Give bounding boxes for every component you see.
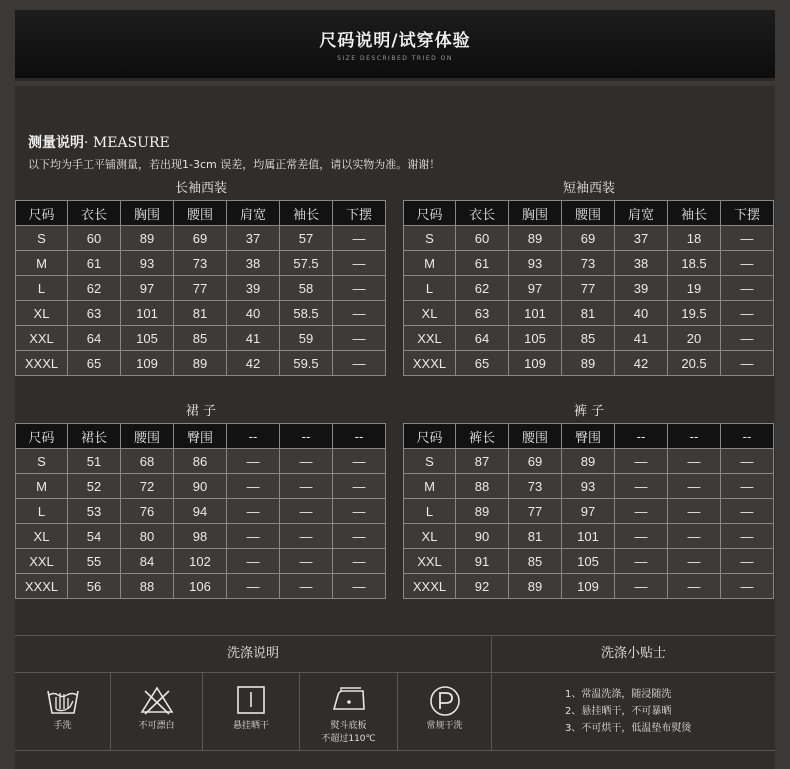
table-cell: — (333, 574, 386, 599)
table-cell: 73 (562, 251, 615, 276)
table-cell: — (721, 326, 774, 351)
table-cell: — (280, 499, 333, 524)
care-divider (491, 636, 492, 750)
table-cell: XXL (16, 326, 68, 351)
table-cell: 77 (174, 276, 227, 301)
table-cell: XXXL (16, 351, 68, 376)
care-label-line: 不超过110℃ (321, 734, 376, 744)
table-cell: XXL (404, 326, 456, 351)
hand-wash-icon (46, 685, 80, 715)
table-cell: 53 (68, 499, 121, 524)
table-cell: 39 (615, 276, 668, 301)
care-tip: 3、不可烘干，低温垫布熨烫 (565, 723, 692, 734)
table-cell: 101 (509, 301, 562, 326)
table-cell: XL (404, 301, 456, 326)
size-table-long-sleeve-suit (15, 200, 386, 376)
table-cell: — (721, 499, 774, 524)
table-cell: 19.5 (668, 301, 721, 326)
table-cell: 51 (68, 449, 121, 474)
column-header: 下摆 (333, 201, 386, 226)
column-header: 尺码 (404, 424, 456, 449)
table-cell: 92 (456, 574, 509, 599)
table-cell: L (404, 499, 456, 524)
table-cell: — (333, 351, 386, 376)
care-tips-heading: 洗涤小贴士 (492, 636, 775, 673)
table-cell: M (16, 251, 68, 276)
table-cell: — (721, 524, 774, 549)
table-row (16, 449, 386, 474)
table-cell: — (280, 524, 333, 549)
table-cell: 85 (174, 326, 227, 351)
table-cell: 90 (456, 524, 509, 549)
table-cell: 54 (68, 524, 121, 549)
table-cell: — (721, 226, 774, 251)
column-header: 肩宽 (227, 201, 280, 226)
care-tip: 1、常温洗涤，随浸随洗 (565, 689, 672, 700)
table-cell: XXXL (404, 351, 456, 376)
care-item (111, 673, 202, 749)
table-cell: — (227, 499, 280, 524)
table-row (404, 499, 774, 524)
table-cell: — (668, 524, 721, 549)
hang-dry-icon (234, 685, 268, 715)
table-cell: 93 (562, 474, 615, 499)
table-cell: 89 (174, 351, 227, 376)
table-header-row (16, 424, 386, 449)
measure-title-cn: 测量说明 (28, 135, 84, 151)
table-row (404, 326, 774, 351)
table-cell: 86 (174, 449, 227, 474)
table-row (16, 301, 386, 326)
table-row (404, 351, 774, 376)
table-cell: — (333, 449, 386, 474)
table-cell: 41 (615, 326, 668, 351)
table-cell: — (333, 474, 386, 499)
table-cell: 88 (456, 474, 509, 499)
column-header: 下摆 (721, 201, 774, 226)
table-row (16, 524, 386, 549)
column-header: 腰围 (121, 424, 174, 449)
table-cell: — (280, 449, 333, 474)
column-header: 胸围 (509, 201, 562, 226)
table-cell: 89 (509, 574, 562, 599)
column-header: 尺码 (16, 201, 68, 226)
table-cell: 64 (68, 326, 121, 351)
table-cell: — (280, 549, 333, 574)
table-cell: 18.5 (668, 251, 721, 276)
table-caption: 长袖西装 (174, 181, 227, 196)
table-cell: 81 (562, 301, 615, 326)
table-cell: 57.5 (280, 251, 333, 276)
table-cell: 109 (562, 574, 615, 599)
table-cell: — (227, 524, 280, 549)
table-cell: — (721, 351, 774, 376)
table-cell: — (227, 574, 280, 599)
iron-icon (331, 685, 367, 715)
table-cell: 68 (121, 449, 174, 474)
column-header: 衣长 (68, 201, 121, 226)
table-cell: — (333, 549, 386, 574)
column-header: 衣长 (456, 201, 509, 226)
table-cell: 56 (68, 574, 121, 599)
table-cell: 59 (280, 326, 333, 351)
table-row (16, 326, 386, 351)
table-row (404, 549, 774, 574)
care-label: 手洗 (53, 721, 72, 731)
table-cell: 69 (509, 449, 562, 474)
table-cell: 109 (509, 351, 562, 376)
table-cell: 20 (668, 326, 721, 351)
table-cell: — (668, 474, 721, 499)
table-cell: 73 (174, 251, 227, 276)
table-cell: — (615, 449, 668, 474)
table-cell: 93 (509, 251, 562, 276)
table-cell: 37 (227, 226, 280, 251)
table-row (404, 276, 774, 301)
table-cell: 101 (121, 301, 174, 326)
table-row (404, 251, 774, 276)
table-cell: 81 (509, 524, 562, 549)
table-cell: 58.5 (280, 301, 333, 326)
table-cell: 90 (174, 474, 227, 499)
table-cell: XXXL (404, 574, 456, 599)
table-cell: L (404, 276, 456, 301)
table-row (404, 301, 774, 326)
table-cell: 61 (456, 251, 509, 276)
table-cell: — (280, 574, 333, 599)
table-cell: M (16, 474, 68, 499)
table-caption: 短袖西装 (562, 181, 615, 196)
table-cell: — (668, 549, 721, 574)
column-header: 臀围 (174, 424, 227, 449)
column-header: 腰围 (174, 201, 227, 226)
table-cell: 63 (68, 301, 121, 326)
table-cell: 73 (509, 474, 562, 499)
care-item (203, 673, 299, 749)
table-cell: — (721, 549, 774, 574)
table-cell: — (333, 326, 386, 351)
measure-title-en: · MEASURE (84, 135, 170, 151)
table-cell: 109 (121, 351, 174, 376)
care-tip: 2、悬挂晒干，不可暴晒 (565, 706, 672, 717)
table-cell: 93 (121, 251, 174, 276)
size-table-short-sleeve-suit (403, 200, 774, 376)
care-tips (565, 686, 691, 737)
table-cell: 58 (280, 276, 333, 301)
table-cell: 38 (615, 251, 668, 276)
banner-title: 尺码说明/试穿体验 (319, 31, 471, 51)
table-cell: 89 (509, 226, 562, 251)
table-cell: 37 (615, 226, 668, 251)
table-cell: 62 (456, 276, 509, 301)
table-cell: 81 (174, 301, 227, 326)
table-cell: 89 (121, 226, 174, 251)
table-cell: — (333, 524, 386, 549)
table-cell: 98 (174, 524, 227, 549)
table-cell: — (333, 276, 386, 301)
column-header: -- (227, 424, 280, 449)
table-caption: 裤 子 (573, 404, 605, 419)
size-table-pants (403, 423, 774, 599)
column-header: -- (333, 424, 386, 449)
table-cell: 18 (668, 226, 721, 251)
care-item (300, 673, 397, 749)
size-table-skirt (15, 423, 386, 599)
table-row (404, 226, 774, 251)
table-cell: 97 (121, 276, 174, 301)
table-cell: — (615, 574, 668, 599)
table-cell: 59.5 (280, 351, 333, 376)
table-cell: 20.5 (668, 351, 721, 376)
table-cell: — (668, 449, 721, 474)
table-row (16, 351, 386, 376)
column-header: 臀围 (562, 424, 615, 449)
table-cell: 55 (68, 549, 121, 574)
table-cell: 106 (174, 574, 227, 599)
table-cell: 72 (121, 474, 174, 499)
table-row (16, 499, 386, 524)
table-cell: 80 (121, 524, 174, 549)
table-cell: L (16, 276, 68, 301)
table-cell: — (333, 226, 386, 251)
measure-note: 以下均为手工平铺测量，若出现1-3cm 误差，均属正常差值，请以实物为准。谢谢！ (28, 158, 441, 171)
column-header: 肩宽 (615, 201, 668, 226)
table-cell: 105 (509, 326, 562, 351)
table-cell: 94 (174, 499, 227, 524)
table-cell: 89 (562, 351, 615, 376)
table-cell: XL (16, 301, 68, 326)
table-cell: — (721, 574, 774, 599)
table-cell: 105 (121, 326, 174, 351)
table-cell: 91 (456, 549, 509, 574)
column-header: -- (615, 424, 668, 449)
table-cell: — (333, 499, 386, 524)
table-cell: — (615, 549, 668, 574)
column-header: 裤长 (456, 424, 509, 449)
table-cell: S (16, 449, 68, 474)
table-cell: 64 (456, 326, 509, 351)
table-cell: 41 (227, 326, 280, 351)
table-cell: 61 (68, 251, 121, 276)
table-cell: S (16, 226, 68, 251)
table-cell: 60 (456, 226, 509, 251)
header-banner (15, 10, 775, 81)
table-cell: 85 (562, 326, 615, 351)
column-header: 袖长 (668, 201, 721, 226)
table-cell: — (721, 474, 774, 499)
table-cell: — (615, 474, 668, 499)
table-cell: XXL (404, 549, 456, 574)
table-cell: L (16, 499, 68, 524)
column-header: 尺码 (404, 201, 456, 226)
table-cell: XL (404, 524, 456, 549)
dry-clean-icon (428, 685, 462, 719)
table-cell: 42 (227, 351, 280, 376)
table-cell: 77 (509, 499, 562, 524)
care-heading: 洗涤说明 (15, 636, 491, 673)
table-header-row (16, 201, 386, 226)
table-cell: 39 (227, 276, 280, 301)
table-header-row (404, 424, 774, 449)
care-item (15, 673, 110, 749)
table-cell: — (721, 251, 774, 276)
table-cell: — (280, 474, 333, 499)
table-cell: M (404, 251, 456, 276)
table-cell: XL (16, 524, 68, 549)
measure-title (28, 132, 170, 152)
table-cell: — (668, 499, 721, 524)
table-cell: 102 (174, 549, 227, 574)
table-cell: 60 (68, 226, 121, 251)
table-cell: 65 (68, 351, 121, 376)
table-cell: 65 (456, 351, 509, 376)
table-cell: 105 (562, 549, 615, 574)
table-cell: — (333, 251, 386, 276)
table-cell: 89 (456, 499, 509, 524)
care-label: 悬挂晒干 (232, 721, 269, 731)
table-cell: — (721, 276, 774, 301)
table-cell: 62 (68, 276, 121, 301)
table-row (404, 449, 774, 474)
table-caption: 裙 子 (185, 404, 217, 419)
column-header: 袖长 (280, 201, 333, 226)
care-label (300, 720, 397, 746)
table-cell: 84 (121, 549, 174, 574)
table-cell: — (227, 549, 280, 574)
table-cell: 89 (562, 449, 615, 474)
table-cell: — (227, 474, 280, 499)
table-row (16, 474, 386, 499)
table-cell: — (615, 524, 668, 549)
table-cell: 40 (227, 301, 280, 326)
table-cell: 97 (562, 499, 615, 524)
table-cell: 42 (615, 351, 668, 376)
table-cell: 52 (68, 474, 121, 499)
table-cell: 88 (121, 574, 174, 599)
table-cell: 40 (615, 301, 668, 326)
table-cell: — (615, 499, 668, 524)
table-cell: 69 (562, 226, 615, 251)
table-cell: 69 (174, 226, 227, 251)
table-cell: — (721, 301, 774, 326)
column-header: 裙长 (68, 424, 121, 449)
table-cell: S (404, 449, 456, 474)
table-cell: 87 (456, 449, 509, 474)
table-cell: M (404, 474, 456, 499)
table-cell: 19 (668, 276, 721, 301)
table-cell: XXXL (16, 574, 68, 599)
table-cell: 97 (509, 276, 562, 301)
care-label: 不可漂白 (138, 721, 175, 731)
table-row (404, 474, 774, 499)
table-cell: XXL (16, 549, 68, 574)
column-header: -- (280, 424, 333, 449)
table-cell: 63 (456, 301, 509, 326)
table-cell: 85 (509, 549, 562, 574)
table-row (16, 549, 386, 574)
table-cell: — (721, 449, 774, 474)
column-header: 腰围 (562, 201, 615, 226)
table-row (404, 524, 774, 549)
column-header: 胸围 (121, 201, 174, 226)
banner-subtitle: SIZE DESCRIBED TRIED ON (337, 55, 453, 62)
care-label-line: 熨斗底板 (330, 721, 367, 731)
table-cell: 76 (121, 499, 174, 524)
table-cell: — (668, 574, 721, 599)
column-header: -- (668, 424, 721, 449)
column-header: 腰围 (509, 424, 562, 449)
table-row (16, 574, 386, 599)
table-cell: — (227, 449, 280, 474)
table-cell: 38 (227, 251, 280, 276)
table-cell: 77 (562, 276, 615, 301)
table-cell: 57 (280, 226, 333, 251)
care-label: 常规干洗 (426, 721, 463, 731)
table-cell: — (333, 301, 386, 326)
table-row (16, 251, 386, 276)
table-cell: S (404, 226, 456, 251)
table-header-row (404, 201, 774, 226)
table-row (16, 226, 386, 251)
no-bleach-icon (140, 685, 174, 715)
care-item (398, 673, 491, 749)
column-header: -- (721, 424, 774, 449)
column-header: 尺码 (16, 424, 68, 449)
table-row (16, 276, 386, 301)
table-cell: 101 (562, 524, 615, 549)
table-row (404, 574, 774, 599)
